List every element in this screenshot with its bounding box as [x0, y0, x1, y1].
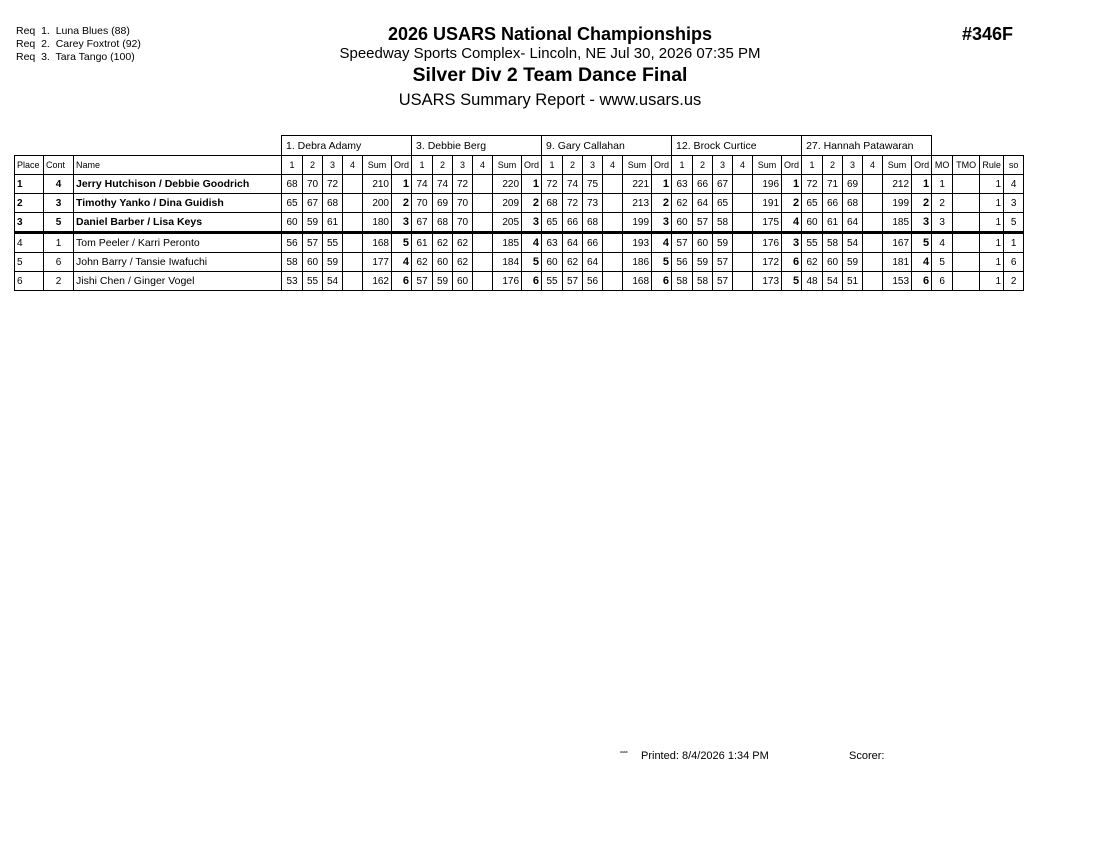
score-cell	[603, 213, 623, 233]
place-cell: 5	[15, 253, 44, 272]
column-header: Place	[15, 156, 44, 175]
score-cell: 64	[843, 213, 863, 233]
score-cell: 68	[282, 175, 303, 194]
contestant-number-cell: 6	[44, 253, 74, 272]
column-header-row	[15, 156, 1024, 175]
rule-cell: 1	[980, 194, 1004, 213]
score-cell: 60	[802, 213, 823, 233]
sum-cell: 210	[363, 175, 392, 194]
score-cell: 60	[542, 253, 563, 272]
sum-cell: 186	[623, 253, 652, 272]
ordinal-cell: 2	[652, 194, 672, 213]
sum-cell: 177	[363, 253, 392, 272]
score-cell: 54	[823, 272, 843, 291]
table-row	[15, 253, 1024, 272]
ordinal-cell: 6	[652, 272, 672, 291]
score-cell: 58	[823, 233, 843, 253]
ordinal-cell: 2	[912, 194, 932, 213]
score-cell: 62	[802, 253, 823, 272]
column-header: 3	[843, 156, 863, 175]
column-header: 1	[282, 156, 303, 175]
score-cell: 62	[563, 253, 583, 272]
column-header: 1	[672, 156, 693, 175]
score-cell	[343, 194, 363, 213]
tmo-cell	[953, 213, 980, 233]
score-cell: 59	[843, 253, 863, 272]
score-cell: 48	[802, 272, 823, 291]
event-number: #346F	[962, 24, 1014, 44]
score-cell: 60	[823, 253, 843, 272]
score-cell: 62	[453, 253, 473, 272]
table-row	[15, 233, 1024, 253]
column-header: 2	[693, 156, 713, 175]
score-cell: 65	[282, 194, 303, 213]
column-header: Sum	[623, 156, 652, 175]
score-cell	[473, 194, 493, 213]
column-header: 2	[433, 156, 453, 175]
column-header: 1	[542, 156, 563, 175]
score-cell: 68	[843, 194, 863, 213]
place-cell: 1	[15, 175, 44, 194]
ordinal-cell: 5	[392, 233, 412, 253]
so-cell: 3	[1004, 194, 1024, 213]
column-header: 3	[583, 156, 603, 175]
ordinal-cell: 3	[782, 233, 802, 253]
column-header: TMO	[953, 156, 980, 175]
rule-cell: 1	[980, 253, 1004, 272]
score-cell: 75	[583, 175, 603, 194]
sum-cell: 199	[883, 194, 912, 213]
score-cell: 69	[433, 194, 453, 213]
score-cell: 51	[843, 272, 863, 291]
score-cell	[603, 272, 623, 291]
table-row	[15, 213, 1024, 233]
score-cell: 57	[713, 272, 733, 291]
score-cell	[473, 175, 493, 194]
score-cell	[343, 175, 363, 194]
place-cell: 4	[15, 233, 44, 253]
column-header: Sum	[363, 156, 392, 175]
column-header: Sum	[753, 156, 782, 175]
sum-cell: 205	[493, 213, 522, 233]
score-cell: 65	[713, 194, 733, 213]
tmo-cell	[953, 175, 980, 194]
sum-cell: 180	[363, 213, 392, 233]
column-header: Ord	[912, 156, 932, 175]
score-cell: 62	[453, 233, 473, 253]
score-cell	[603, 233, 623, 253]
tmo-cell	[953, 233, 980, 253]
column-header: Ord	[392, 156, 412, 175]
score-cell: 55	[542, 272, 563, 291]
so-cell: 5	[1004, 213, 1024, 233]
score-cell: 72	[802, 175, 823, 194]
score-cell: 59	[433, 272, 453, 291]
score-cell: 66	[693, 175, 713, 194]
ordinal-cell: 6	[522, 272, 542, 291]
column-header: 2	[823, 156, 843, 175]
column-header: 1	[412, 156, 433, 175]
score-cell: 58	[672, 272, 693, 291]
ordinal-cell: 4	[392, 253, 412, 272]
ordinal-cell: 4	[652, 233, 672, 253]
skater-names-cell: Jerry Hutchison / Debbie Goodrich	[74, 175, 282, 194]
requirement-line: Req 1. Luna Blues (88)	[16, 25, 130, 37]
ordinal-cell: 1	[392, 175, 412, 194]
column-header: 1	[802, 156, 823, 175]
ordinal-cell: 6	[912, 272, 932, 291]
score-cell: 64	[693, 194, 713, 213]
sum-cell: 176	[493, 272, 522, 291]
contestant-number-cell: 1	[44, 233, 74, 253]
score-cell	[473, 233, 493, 253]
mo-cell: 5	[932, 253, 953, 272]
sum-cell: 168	[363, 233, 392, 253]
column-header: Ord	[782, 156, 802, 175]
score-cell	[863, 253, 883, 272]
score-cell: 56	[672, 253, 693, 272]
ordinal-cell: 3	[652, 213, 672, 233]
ordinal-cell: 4	[912, 253, 932, 272]
ordinal-cell: 6	[392, 272, 412, 291]
score-cell: 68	[323, 194, 343, 213]
score-cell: 55	[802, 233, 823, 253]
score-cell	[733, 175, 753, 194]
score-cell	[473, 213, 493, 233]
rule-cell: 1	[980, 272, 1004, 291]
score-cell: 67	[412, 213, 433, 233]
place-cell: 3	[15, 213, 44, 233]
so-cell: 1	[1004, 233, 1024, 253]
contestant-number-cell: 2	[44, 272, 74, 291]
sum-cell: 176	[753, 233, 782, 253]
tmo-cell	[953, 194, 980, 213]
score-cell: 57	[303, 233, 323, 253]
score-cell: 68	[542, 194, 563, 213]
judge-name: 3. Debbie Berg	[412, 136, 542, 156]
sum-cell: 181	[883, 253, 912, 272]
score-cell: 63	[672, 175, 693, 194]
column-header: 3	[713, 156, 733, 175]
score-cell	[733, 253, 753, 272]
score-cell: 73	[583, 194, 603, 213]
score-cell: 60	[453, 272, 473, 291]
sum-cell: 173	[753, 272, 782, 291]
column-header: Ord	[522, 156, 542, 175]
score-cell	[473, 272, 493, 291]
score-cell	[473, 253, 493, 272]
score-cell: 74	[433, 175, 453, 194]
score-cell	[863, 272, 883, 291]
score-cell: 71	[823, 175, 843, 194]
score-cell: 66	[823, 194, 843, 213]
score-cell: 74	[563, 175, 583, 194]
column-header: 4	[343, 156, 363, 175]
event-title: Silver Div 2 Team Dance Final	[412, 64, 688, 86]
score-cell: 60	[693, 233, 713, 253]
score-cell: 55	[303, 272, 323, 291]
ordinal-cell: 5	[522, 253, 542, 272]
score-cell: 63	[542, 233, 563, 253]
score-cell: 57	[672, 233, 693, 253]
skater-names-cell: John Barry / Tansie Iwafuchi	[74, 253, 282, 272]
ordinal-cell: 5	[782, 272, 802, 291]
score-cell	[863, 213, 883, 233]
score-cell	[863, 194, 883, 213]
tmo-cell	[953, 272, 980, 291]
mo-cell: 2	[932, 194, 953, 213]
column-header: Sum	[493, 156, 522, 175]
score-cell	[863, 175, 883, 194]
sum-cell: 167	[883, 233, 912, 253]
tmo-cell	[953, 253, 980, 272]
ordinal-cell: 2	[782, 194, 802, 213]
rule-cell: 1	[980, 175, 1004, 194]
score-cell: 70	[303, 175, 323, 194]
score-cell: 61	[323, 213, 343, 233]
score-cell: 53	[282, 272, 303, 291]
column-header: 2	[303, 156, 323, 175]
judge-name: 1. Debra Adamy	[282, 136, 412, 156]
column-header: MO	[932, 156, 953, 175]
score-cell: 70	[453, 194, 473, 213]
rule-cell: 1	[980, 213, 1004, 233]
score-cell: 56	[583, 272, 603, 291]
score-cell: 60	[433, 253, 453, 272]
contestant-number-cell: 4	[44, 175, 74, 194]
score-cell: 60	[282, 213, 303, 233]
column-header: Ord	[652, 156, 672, 175]
table-row	[15, 175, 1024, 194]
requirement-line: Req 2. Carey Foxtrot (92)	[16, 38, 141, 50]
sum-cell: 200	[363, 194, 392, 213]
ordinal-cell: 3	[912, 213, 932, 233]
report-title: USARS Summary Report - www.usars.us	[398, 91, 702, 109]
sum-cell: 213	[623, 194, 652, 213]
score-cell: 58	[282, 253, 303, 272]
score-cell: 62	[412, 253, 433, 272]
results-table	[14, 135, 1024, 291]
column-header: Cont	[44, 156, 74, 175]
score-cell	[603, 175, 623, 194]
sum-cell: 172	[753, 253, 782, 272]
score-cell: 64	[583, 253, 603, 272]
column-header: Sum	[883, 156, 912, 175]
sum-cell: 184	[493, 253, 522, 272]
column-header: 2	[563, 156, 583, 175]
judge-name: 27. Hannah Patawaran	[802, 136, 932, 156]
contestant-number-cell: 3	[44, 194, 74, 213]
judge-name: 12. Brock Curtice	[672, 136, 802, 156]
score-cell: 58	[693, 272, 713, 291]
score-cell: 66	[583, 233, 603, 253]
championship-title: 2026 USARS National Championships	[387, 24, 713, 44]
column-header: 4	[733, 156, 753, 175]
score-cell: 54	[843, 233, 863, 253]
ordinal-cell: 2	[392, 194, 412, 213]
ordinal-cell: 3	[522, 213, 542, 233]
requirement-line: Req 3. Tara Tango (100)	[16, 51, 135, 63]
score-cell: 68	[583, 213, 603, 233]
sum-cell: 168	[623, 272, 652, 291]
table-row	[15, 272, 1024, 291]
score-cell: 57	[563, 272, 583, 291]
score-cell: 66	[563, 213, 583, 233]
score-cell	[343, 272, 363, 291]
mo-cell: 4	[932, 233, 953, 253]
score-cell: 62	[433, 233, 453, 253]
column-header: 3	[323, 156, 343, 175]
score-cell: 55	[323, 233, 343, 253]
column-header: Name	[74, 156, 282, 175]
score-cell: 57	[412, 272, 433, 291]
ordinal-cell: 1	[522, 175, 542, 194]
score-cell: 72	[453, 175, 473, 194]
sum-cell: 175	[753, 213, 782, 233]
score-cell: 72	[323, 175, 343, 194]
score-cell: 58	[713, 213, 733, 233]
column-header: Rule	[980, 156, 1004, 175]
venue-date-line: Speedway Sports Complex- Lincoln, NE Jul 30, 2026 07:35 PM	[339, 45, 761, 62]
so-cell: 4	[1004, 175, 1024, 194]
score-cell: 72	[542, 175, 563, 194]
score-cell: 65	[542, 213, 563, 233]
score-cell: 70	[412, 194, 433, 213]
score-cell	[733, 233, 753, 253]
sum-cell: 199	[623, 213, 652, 233]
score-cell: 74	[412, 175, 433, 194]
sum-cell: 220	[493, 175, 522, 194]
score-cell: 67	[713, 175, 733, 194]
column-header: so	[1004, 156, 1024, 175]
score-cell: 62	[672, 194, 693, 213]
score-cell	[343, 213, 363, 233]
score-cell: 70	[453, 213, 473, 233]
sum-cell: 221	[623, 175, 652, 194]
skater-names-cell: Daniel Barber / Lisa Keys	[74, 213, 282, 233]
sum-cell: 162	[363, 272, 392, 291]
score-cell: 56	[282, 233, 303, 253]
score-cell	[733, 272, 753, 291]
scorer-label: Scorer:	[849, 750, 885, 762]
ordinal-cell: 1	[782, 175, 802, 194]
mo-cell: 3	[932, 213, 953, 233]
place-cell: 2	[15, 194, 44, 213]
score-cell	[603, 194, 623, 213]
score-cell: 59	[323, 253, 343, 272]
score-cell: 61	[823, 213, 843, 233]
ordinal-cell: 4	[522, 233, 542, 253]
score-cell: 69	[843, 175, 863, 194]
footer-mark: ᵃᵃᵃᵃ	[620, 750, 628, 756]
score-cell	[733, 213, 753, 233]
score-cell: 57	[713, 253, 733, 272]
column-header: 4	[603, 156, 623, 175]
judge-header-row	[15, 136, 1024, 156]
column-header: 3	[453, 156, 473, 175]
mo-cell: 6	[932, 272, 953, 291]
sum-cell: 185	[883, 213, 912, 233]
skater-names-cell: Jishi Chen / Ginger Vogel	[74, 272, 282, 291]
score-cell: 54	[323, 272, 343, 291]
judge-name: 9. Gary Callahan	[542, 136, 672, 156]
score-cell: 61	[412, 233, 433, 253]
so-cell: 6	[1004, 253, 1024, 272]
sum-cell: 191	[753, 194, 782, 213]
skater-names-cell: Timothy Yanko / Dina Guidish	[74, 194, 282, 213]
score-cell	[863, 233, 883, 253]
sum-cell: 209	[493, 194, 522, 213]
score-cell: 57	[693, 213, 713, 233]
so-cell: 2	[1004, 272, 1024, 291]
ordinal-cell: 1	[912, 175, 932, 194]
score-cell: 59	[693, 253, 713, 272]
table-row	[15, 194, 1024, 213]
sum-cell: 185	[493, 233, 522, 253]
score-cell: 60	[303, 253, 323, 272]
score-cell	[343, 233, 363, 253]
score-cell	[733, 194, 753, 213]
ordinal-cell: 4	[782, 213, 802, 233]
sum-cell: 153	[883, 272, 912, 291]
score-cell: 60	[672, 213, 693, 233]
ordinal-cell: 2	[522, 194, 542, 213]
place-cell: 6	[15, 272, 44, 291]
contestant-number-cell: 5	[44, 213, 74, 233]
sum-cell: 196	[753, 175, 782, 194]
ordinal-cell: 1	[652, 175, 672, 194]
printed-timestamp: Printed: 8/4/2026 1:34 PM	[641, 750, 769, 762]
score-cell: 68	[433, 213, 453, 233]
score-cell	[603, 253, 623, 272]
score-cell: 59	[303, 213, 323, 233]
mo-cell: 1	[932, 175, 953, 194]
score-cell	[343, 253, 363, 272]
ordinal-cell: 5	[652, 253, 672, 272]
score-cell: 59	[713, 233, 733, 253]
skater-names-cell: Tom Peeler / Karri Peronto	[74, 233, 282, 253]
score-cell: 67	[303, 194, 323, 213]
column-header: 4	[473, 156, 493, 175]
ordinal-cell: 5	[912, 233, 932, 253]
sum-cell: 212	[883, 175, 912, 194]
rule-cell: 1	[980, 233, 1004, 253]
score-cell: 72	[563, 194, 583, 213]
sum-cell: 193	[623, 233, 652, 253]
score-cell: 64	[563, 233, 583, 253]
score-cell: 65	[802, 194, 823, 213]
column-header: 4	[863, 156, 883, 175]
ordinal-cell: 6	[782, 253, 802, 272]
ordinal-cell: 3	[392, 213, 412, 233]
